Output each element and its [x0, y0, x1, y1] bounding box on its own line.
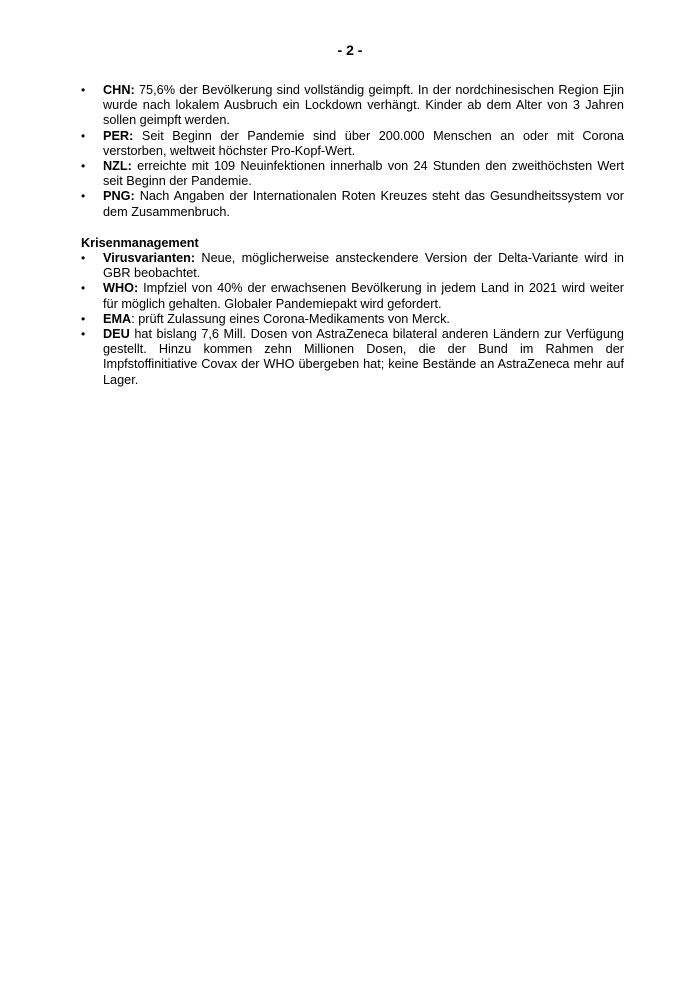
- item-text: Nach Angaben der Internationalen Roten Kreuzes steht das Gesundheitssystem vor dem Zusammenbruch.: [103, 189, 624, 219]
- item-text: : prüft Zulassung eines Corona-Medikaments von Merck.: [131, 311, 450, 326]
- country-code: PER:: [103, 128, 134, 143]
- item-text: Impfziel von 40% der erwachsenen Bevölkerung in jedem Land in 2021 wird weiter für möglich gehalten. Globaler Pandemiepakt wird gefordert.: [103, 281, 624, 311]
- list-item: [81, 312, 624, 327]
- crisis-list: [81, 251, 624, 388]
- country-list: [81, 83, 624, 220]
- item-label: Virusvarianten:: [103, 251, 196, 266]
- item-label: EMA: [103, 311, 132, 326]
- country-code: PNG:: [103, 189, 135, 204]
- list-item: [81, 83, 624, 129]
- document-body: [81, 83, 624, 388]
- list-item: [81, 129, 624, 159]
- item-text: hat bislang 7,6 Mill. Dosen von AstraZeneca bilateral anderen Ländern zur Verfügung gestellt. Hinzu kommen zehn Millionen Dosen, die der Bund im Rahmen der Impfstoffinitiative Covax der WHO übergeben hat; keine Bestände an AstraZeneca mehr auf Lager.: [103, 327, 624, 387]
- list-item: [81, 281, 624, 311]
- list-item: [81, 251, 624, 281]
- item-text: Seit Beginn der Pandemie sind über 200.000 Menschen an oder mit Corona verstorben, weltweit höchster Pro-Kopf-Wert.: [103, 128, 624, 158]
- item-text: Neue, möglicherweise ansteckendere Version der Delta-Variante wird in GBR beobachtet.: [103, 251, 624, 281]
- country-code: CHN:: [103, 83, 135, 97]
- item-text: erreichte mit 109 Neuinfektionen innerhalb von 24 Stunden den zweithöchsten Wert seit Beginn der Pandemie.: [103, 159, 624, 189]
- item-text: 75,6% der Bevölkerung sind vollständig geimpft. In der nordchinesischen Region Ejin wurde nach lokalem Ausbruch ein Lockdown verhängt. Kinder ab dem Alter von 3 Jahren sollen geimpft werden.: [103, 83, 624, 128]
- country-code: NZL:: [103, 159, 132, 174]
- section-heading: Krisenmanagement: [81, 235, 199, 250]
- item-label: WHO:: [103, 281, 139, 296]
- page-number: - 2 -: [337, 42, 363, 58]
- item-label: DEU: [103, 327, 130, 342]
- list-item: [81, 189, 624, 219]
- list-item: [81, 159, 624, 189]
- list-item: [81, 327, 624, 388]
